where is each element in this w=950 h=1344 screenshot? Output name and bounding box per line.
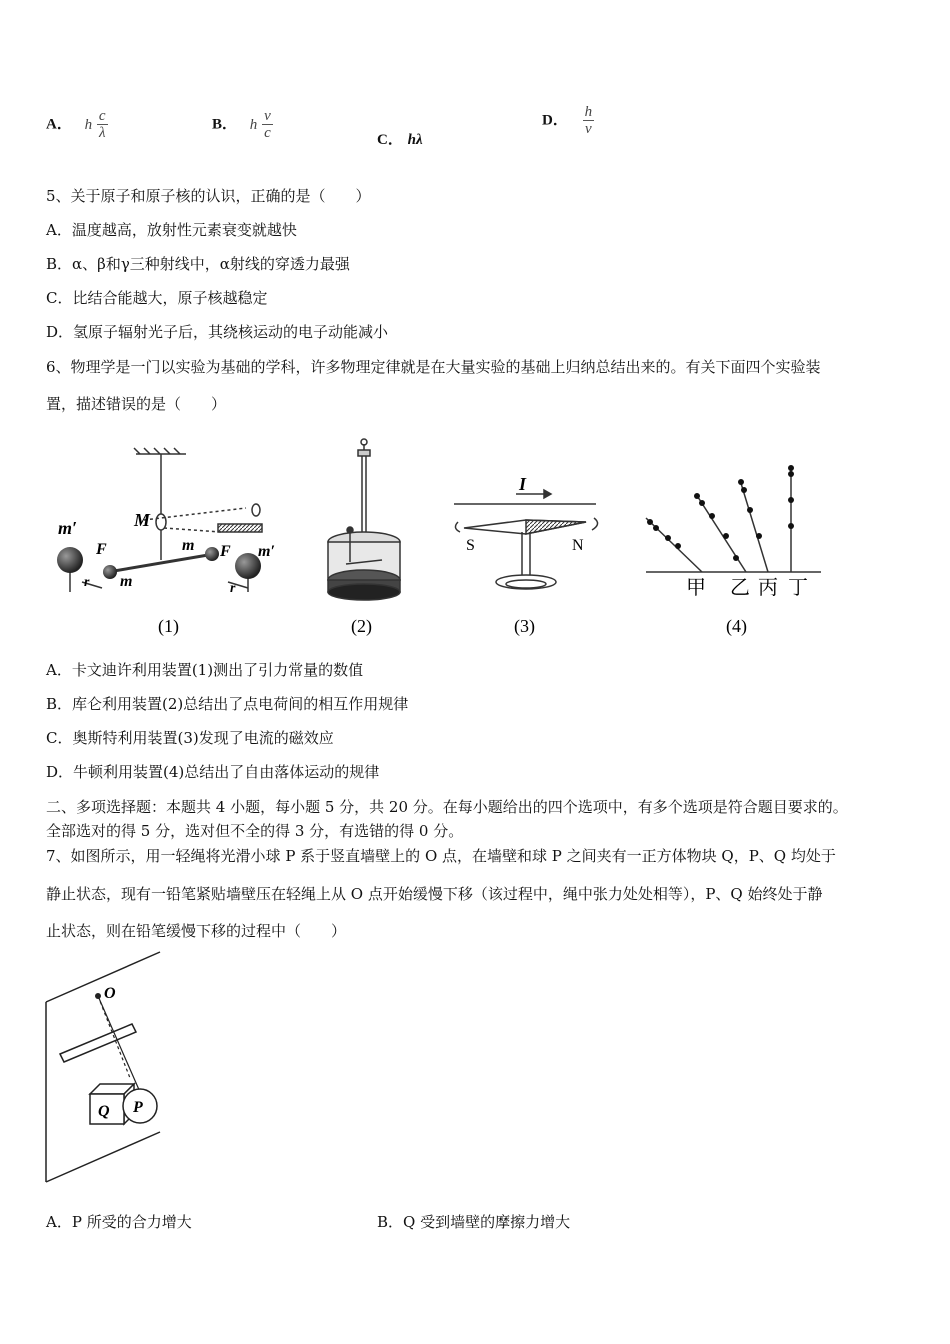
q6-option-a: A．卡文迪许利用装置(1)测出了引力常量的数值 xyxy=(46,661,364,679)
q7-option-a: A．P 所受的合力增大 xyxy=(46,1213,192,1231)
q4-a-fraction: $\frac{c}{\lambda}$ xyxy=(98,108,106,141)
q4-d-fraction: $\frac{h}{v}$ xyxy=(584,104,593,137)
section2-heading-line2: 全部选对的得 5 分，选对但不全的得 3 分，有选错的得 0 分。 xyxy=(46,822,464,840)
q6-option-d: D．牛顿利用装置(4)总结出了自由落体运动的规律 xyxy=(46,763,380,781)
q7-option-b: B．Q 受到墙壁的摩擦力增大 xyxy=(377,1213,571,1231)
q5-option-d: D．氢原子辐射光子后，其绕核运动的电子动能减小 xyxy=(46,323,389,341)
q5-option-a: A．温度越高，放射性元素衰变就越快 xyxy=(46,221,297,239)
q7-figure xyxy=(40,946,170,1188)
small-ball-right xyxy=(205,547,219,561)
q4-option-c: C． hλ xyxy=(377,132,423,148)
svg-text:m: m xyxy=(120,573,133,590)
q4-option-b: B． h $\frac{v}{c}$ xyxy=(212,108,271,141)
svg-text:乙: 乙 xyxy=(730,577,750,599)
svg-text:丁: 丁 xyxy=(788,577,808,599)
q5-option-b: B．α、β和γ三种射线中，α射线的穿透力最强 xyxy=(46,255,350,273)
svg-text:Q: Q xyxy=(98,1103,110,1120)
coulomb-apparatus xyxy=(328,439,400,600)
inclined-planes xyxy=(646,466,821,572)
wall xyxy=(46,952,160,1182)
svg-text:(4): (4) xyxy=(726,616,747,636)
q7-stem-line3: 止状态，则在铅笔缓慢下移的过程中（ ） xyxy=(46,922,347,940)
motion-dots xyxy=(647,465,794,561)
svg-text:I: I xyxy=(519,474,527,494)
svg-text:F: F xyxy=(96,541,107,558)
q7-stem-line1: 7、如图所示，用一轻绳将光滑小球 P 系于竖直墙壁上的 O 点，在墙壁和球 P 之间夹有一正方体物块 Q，P、Q 均处于 xyxy=(46,847,836,865)
svg-text:N: N xyxy=(572,537,584,554)
point-o xyxy=(95,993,101,999)
cavendish-apparatus xyxy=(70,448,262,592)
small-ball-left xyxy=(103,565,117,579)
svg-text:丙: 丙 xyxy=(758,577,778,599)
q4-option-a: A． h $\frac{c}{\lambda}$ xyxy=(46,108,106,141)
q7-stem-line2: 静止状态，现有一铅笔紧贴墙壁压在轻绳上从 O 点开始缓慢下移（该过程中，绳中张力处处相等），P、Q 始终处于静 xyxy=(46,885,823,903)
svg-text:m: m xyxy=(182,537,195,554)
svg-text:r: r xyxy=(84,575,90,590)
q6-experiment-figure xyxy=(46,432,826,644)
big-ball-left xyxy=(57,547,83,573)
svg-text:S: S xyxy=(466,537,475,554)
q5-option-c: C．比结合能越大，原子核越稳定 xyxy=(46,289,268,307)
svg-text:m′: m′ xyxy=(58,518,78,538)
q6-option-c: C．奥斯特利用装置(3)发现了电流的磁效应 xyxy=(46,729,334,747)
q4-b-fraction: $\frac{v}{c}$ xyxy=(264,108,271,141)
svg-text:m′: m′ xyxy=(258,543,275,560)
svg-text:(3): (3) xyxy=(514,616,535,636)
svg-text:(2): (2) xyxy=(351,616,372,636)
svg-text:O: O xyxy=(104,985,116,1002)
q4-option-d: D． $\frac{h}{v}$ xyxy=(542,104,593,137)
svg-text:F: F xyxy=(220,543,231,560)
svg-text:r: r xyxy=(230,581,236,596)
svg-text:P: P xyxy=(133,1099,143,1116)
svg-text:(1): (1) xyxy=(158,616,179,636)
svg-text:M: M xyxy=(134,510,151,530)
svg-text:甲: 甲 xyxy=(686,577,706,599)
section2-heading-line1: 二、多项选择题：本题共 4 小题，每小题 5 分，共 20 分。在每小题给出的四个选项中，有多个选项是符合题目要求的。 xyxy=(46,798,848,816)
q5-stem: 5、关于原子和原子核的认识，正确的是（ ） xyxy=(46,187,371,205)
q6-stem-line1: 6、物理学是一门以实验为基础的学科，许多物理定律就是在大量实验的基础上归纳总结出来的。有关下面四个实验装 xyxy=(46,358,821,376)
q6-option-b: B．库仑利用装置(2)总结出了点电荷间的相互作用规律 xyxy=(46,695,409,713)
q6-stem-line2: 置，描述错误的是（ ） xyxy=(46,395,227,413)
